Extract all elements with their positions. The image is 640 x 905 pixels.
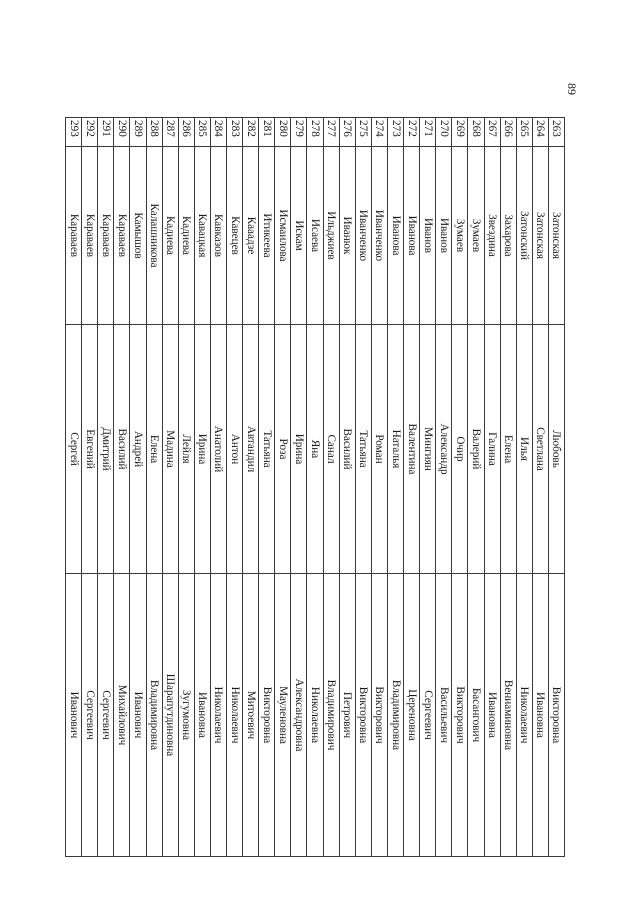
first-name-cell: Елена — [146, 325, 162, 574]
table-row — [484, 118, 500, 857]
first-name-cell: Антон — [227, 325, 243, 574]
surname-cell: Кавацкая — [194, 147, 210, 325]
surname-cell: Исмаилова — [275, 147, 291, 325]
surname-cell: Камышов — [130, 147, 146, 325]
surname-cell: Иванченко — [371, 147, 387, 325]
table-row — [548, 118, 564, 857]
row-number-cell: 279 — [291, 118, 307, 147]
surname-cell: Зумаев — [468, 147, 484, 325]
row-number-cell: 276 — [339, 118, 355, 147]
row-number-cell: 263 — [548, 118, 564, 147]
table-row — [387, 118, 403, 857]
patronymic-cell: Владимировна — [387, 574, 403, 857]
row-number-cell: 287 — [162, 118, 178, 147]
first-name-cell: Валентина — [404, 325, 420, 574]
row-number-cell: 274 — [371, 118, 387, 147]
patronymic-cell: Николаевна — [307, 574, 323, 857]
patronymic-cell: Зугумовна — [178, 574, 194, 857]
surname-cell: Искам — [291, 147, 307, 325]
first-name-cell: Очир — [452, 325, 468, 574]
table-row — [436, 118, 452, 857]
row-number-cell: 272 — [404, 118, 420, 147]
patronymic-cell: Митоевич — [243, 574, 259, 857]
surname-cell: Кадиева — [162, 147, 178, 325]
row-number-cell: 283 — [227, 118, 243, 147]
patronymic-cell: Сергеевич — [98, 574, 114, 857]
surname-cell: Иванов — [436, 147, 452, 325]
first-name-cell: Роза — [275, 325, 291, 574]
first-name-cell: Евгений — [82, 325, 98, 574]
patronymic-cell: Викторович — [452, 574, 468, 857]
patronymic-cell: Владимирович — [323, 574, 339, 857]
first-name-cell: Светлана — [532, 325, 548, 574]
patronymic-cell: Владимировна — [146, 574, 162, 857]
first-name-cell: Яна — [307, 325, 323, 574]
table-row — [98, 118, 114, 857]
surname-cell: Захарова — [500, 147, 516, 325]
surname-cell: Исаева — [307, 147, 323, 325]
first-name-cell: Галина — [484, 325, 500, 574]
table-row — [162, 118, 178, 857]
first-name-cell: Василий — [114, 325, 130, 574]
patronymic-cell: Викторович — [371, 574, 387, 857]
table-row — [404, 118, 420, 857]
first-name-cell: Андрей — [130, 325, 146, 574]
patronymic-cell: Викторовна — [259, 574, 275, 857]
names-table-body — [66, 118, 565, 857]
table-row — [371, 118, 387, 857]
row-number-cell: 281 — [259, 118, 275, 147]
patronymic-cell: Иванович — [66, 574, 82, 857]
surname-cell: Кааадзе — [243, 147, 259, 325]
table-row — [355, 118, 371, 857]
surname-cell: Караваев — [82, 147, 98, 325]
table-row — [259, 118, 275, 857]
row-number-cell: 277 — [323, 118, 339, 147]
first-name-cell: Мингиян — [420, 325, 436, 574]
surname-cell: Кавецев — [227, 147, 243, 325]
surname-cell: Иванов — [420, 147, 436, 325]
first-name-cell: Татьяна — [259, 325, 275, 574]
first-name-cell: Анатолий — [210, 325, 226, 574]
patronymic-cell: Мауленовна — [275, 574, 291, 857]
row-number-cell: 285 — [194, 118, 210, 147]
table-row — [516, 118, 532, 857]
first-name-cell: Любовь — [548, 325, 564, 574]
patronymic-cell: Вениаминовна — [500, 574, 516, 857]
first-name-cell: Ирина — [194, 325, 210, 574]
surname-cell: Кавказов — [210, 147, 226, 325]
patronymic-cell: Николаевич — [516, 574, 532, 857]
surname-cell: Караваев — [98, 147, 114, 325]
row-number-cell: 293 — [66, 118, 82, 147]
first-name-cell: Татьяна — [355, 325, 371, 574]
patronymic-cell: Николаевич — [227, 574, 243, 857]
table-row — [339, 118, 355, 857]
names-table-rotated — [67, 117, 565, 844]
first-name-cell: Елена — [500, 325, 516, 574]
row-number-cell: 292 — [82, 118, 98, 147]
row-number-cell: 280 — [275, 118, 291, 147]
row-number-cell: 284 — [210, 118, 226, 147]
first-name-cell: Александр — [436, 325, 452, 574]
row-number-cell: 290 — [114, 118, 130, 147]
page-number: 89 — [565, 83, 579, 95]
table-row — [243, 118, 259, 857]
table-row — [468, 118, 484, 857]
table-row — [275, 118, 291, 857]
first-name-cell: Дмитрий — [98, 325, 114, 574]
patronymic-cell: Иванович — [130, 574, 146, 857]
patronymic-cell: Ивановна — [484, 574, 500, 857]
table-row — [227, 118, 243, 857]
first-name-cell: Наталья — [387, 325, 403, 574]
names-table-frame — [67, 117, 565, 844]
surname-cell: Затонская — [548, 147, 564, 325]
patronymic-cell: Михайлович — [114, 574, 130, 857]
first-name-cell: Автандил — [243, 325, 259, 574]
table-row — [130, 118, 146, 857]
surname-cell: Затонская — [532, 147, 548, 325]
surname-cell: Зумаев — [452, 147, 468, 325]
table-row — [178, 118, 194, 857]
row-number-cell: 265 — [516, 118, 532, 147]
surname-cell: Иванюк — [339, 147, 355, 325]
table-row — [420, 118, 436, 857]
surname-cell: Затонский — [516, 147, 532, 325]
names-table — [65, 117, 565, 857]
table-row — [307, 118, 323, 857]
patronymic-cell: Ивановна — [194, 574, 210, 857]
table-row — [291, 118, 307, 857]
table-row — [452, 118, 468, 857]
row-number-cell: 273 — [387, 118, 403, 147]
first-name-cell: Ирина — [291, 325, 307, 574]
row-number-cell: 291 — [98, 118, 114, 147]
row-number-cell: 271 — [420, 118, 436, 147]
table-row — [532, 118, 548, 857]
patronymic-cell: Викторовна — [548, 574, 564, 857]
first-name-cell: Сергей — [66, 325, 82, 574]
table-row — [323, 118, 339, 857]
row-number-cell: 266 — [500, 118, 516, 147]
first-name-cell: Илья — [516, 325, 532, 574]
table-row — [500, 118, 516, 857]
patronymic-cell: Цереновна — [404, 574, 420, 857]
first-name-cell: Санал — [323, 325, 339, 574]
row-number-cell: 289 — [130, 118, 146, 147]
surname-cell: Звездина — [484, 147, 500, 325]
surname-cell: Иванченко — [355, 147, 371, 325]
first-name-cell: Василий — [339, 325, 355, 574]
table-row — [210, 118, 226, 857]
patronymic-cell: Басангович — [468, 574, 484, 857]
table-row — [82, 118, 98, 857]
first-name-cell: Валерий — [468, 325, 484, 574]
table-row — [194, 118, 210, 857]
row-number-cell: 286 — [178, 118, 194, 147]
surname-cell: Итикеева — [259, 147, 275, 325]
patronymic-cell: Викторовна — [355, 574, 371, 857]
patronymic-cell: Николаевич — [210, 574, 226, 857]
table-row — [66, 118, 82, 857]
row-number-cell: 270 — [436, 118, 452, 147]
row-number-cell: 264 — [532, 118, 548, 147]
surname-cell: Иванова — [387, 147, 403, 325]
patronymic-cell: Петрович — [339, 574, 355, 857]
patronymic-cell: Сергеевич — [420, 574, 436, 857]
patronymic-cell: Васильевич — [436, 574, 452, 857]
surname-cell: Караваев — [114, 147, 130, 325]
row-number-cell: 278 — [307, 118, 323, 147]
surname-cell: Кадиева — [178, 147, 194, 325]
row-number-cell: 288 — [146, 118, 162, 147]
row-number-cell: 282 — [243, 118, 259, 147]
surname-cell: Караваев — [66, 147, 82, 325]
patronymic-cell: Ивановна — [532, 574, 548, 857]
surname-cell: Иванова — [404, 147, 420, 325]
first-name-cell: Мадина — [162, 325, 178, 574]
row-number-cell: 275 — [355, 118, 371, 147]
table-row — [146, 118, 162, 857]
surname-cell: Калашникова — [146, 147, 162, 325]
surname-cell: Ильджиев — [323, 147, 339, 325]
patronymic-cell: Сергеевич — [82, 574, 98, 857]
patronymic-cell: Шарапутдиновна — [162, 574, 178, 857]
row-number-cell: 268 — [468, 118, 484, 147]
table-row — [114, 118, 130, 857]
patronymic-cell: Александровна — [291, 574, 307, 857]
row-number-cell: 267 — [484, 118, 500, 147]
row-number-cell: 269 — [452, 118, 468, 147]
first-name-cell: Роман — [371, 325, 387, 574]
first-name-cell: Лейля — [178, 325, 194, 574]
